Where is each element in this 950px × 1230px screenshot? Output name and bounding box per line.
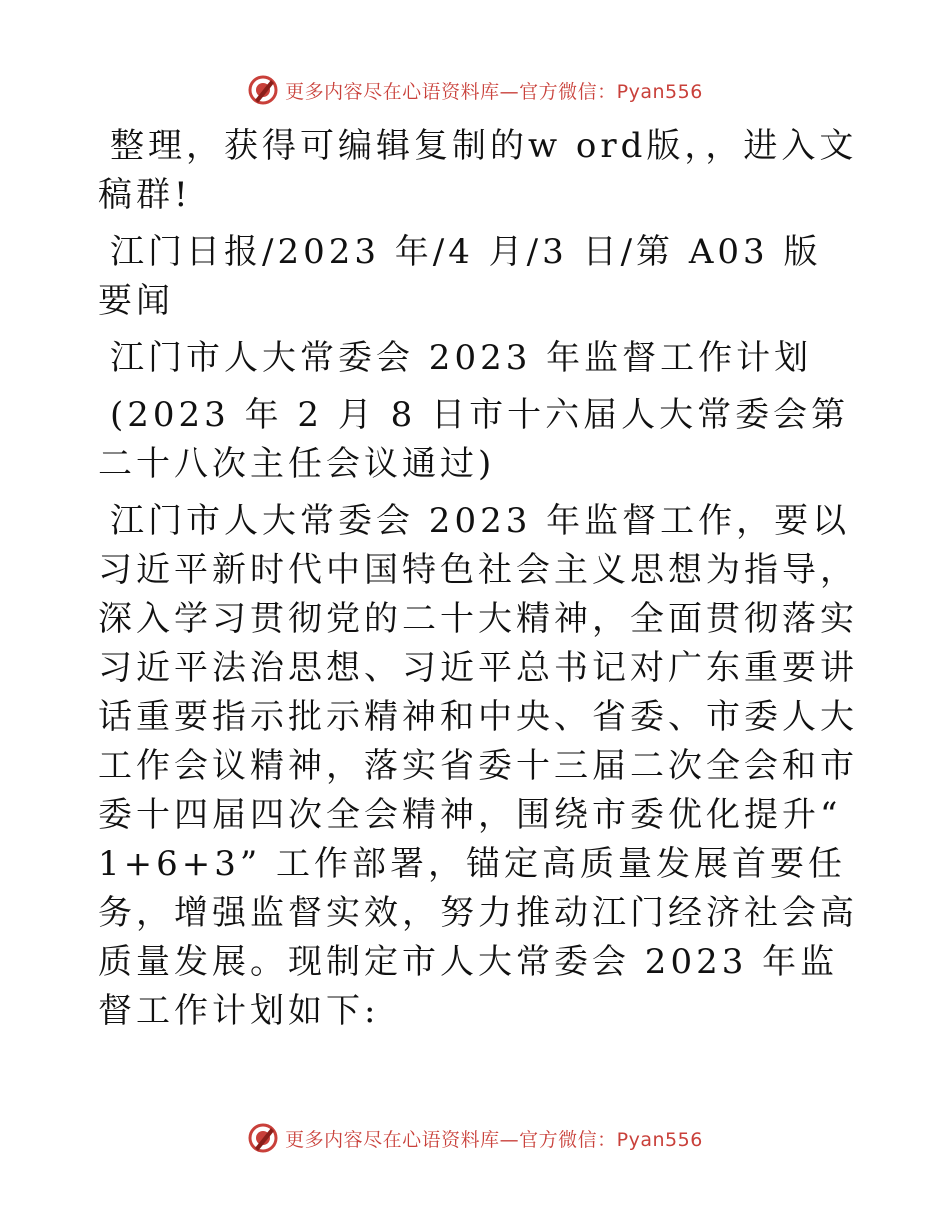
source-line: 江门日报/2023 年/4 月/3 日/第 A03 版要闻	[98, 232, 822, 321]
intro-paragraph: 整理，获得可编辑复制的w ord版，，进入文稿群!	[98, 126, 858, 215]
document-title: 江门市人大常委会 2023 年监督工作计划	[110, 338, 813, 378]
body-paragraph: 江门市人大常委会 2023 年监督工作，要以习近平新时代中国特色社会主义思想为指导，深入学习贯彻党的二十大精神，全面贯彻落实习近平法治思想、习近平总书记对广东重要讲话重要指示批示精神和中央、省委、市委人大工作会议精神，落实省委十三届二次全会和市委十四届四次全会精神，围绕市委优化提升“ 1+6+3” 工作部署，锚定高质量发展首要任务，增强监督实效，努力推动江门经济社会高质量发展。现制定市人大常委会 2023 年监督工作计划如下:	[98, 501, 858, 1031]
document-body	[98, 118, 858, 1040]
footer-banner	[0, 1118, 950, 1158]
header-banner-text: 更多内容尽在心语资料库—官方微信：Pyan556	[285, 80, 703, 103]
pen-circle-logo-icon	[247, 74, 279, 106]
footer-banner-text: 更多内容尽在心语资料库—官方微信：Pyan556	[285, 1128, 703, 1151]
header-banner	[0, 70, 950, 110]
adoption-note: (2023 年 2 月 8 日市十六届人大常委会第二十八次主任会议通过)	[98, 395, 850, 484]
pen-circle-logo-icon	[247, 1122, 279, 1154]
